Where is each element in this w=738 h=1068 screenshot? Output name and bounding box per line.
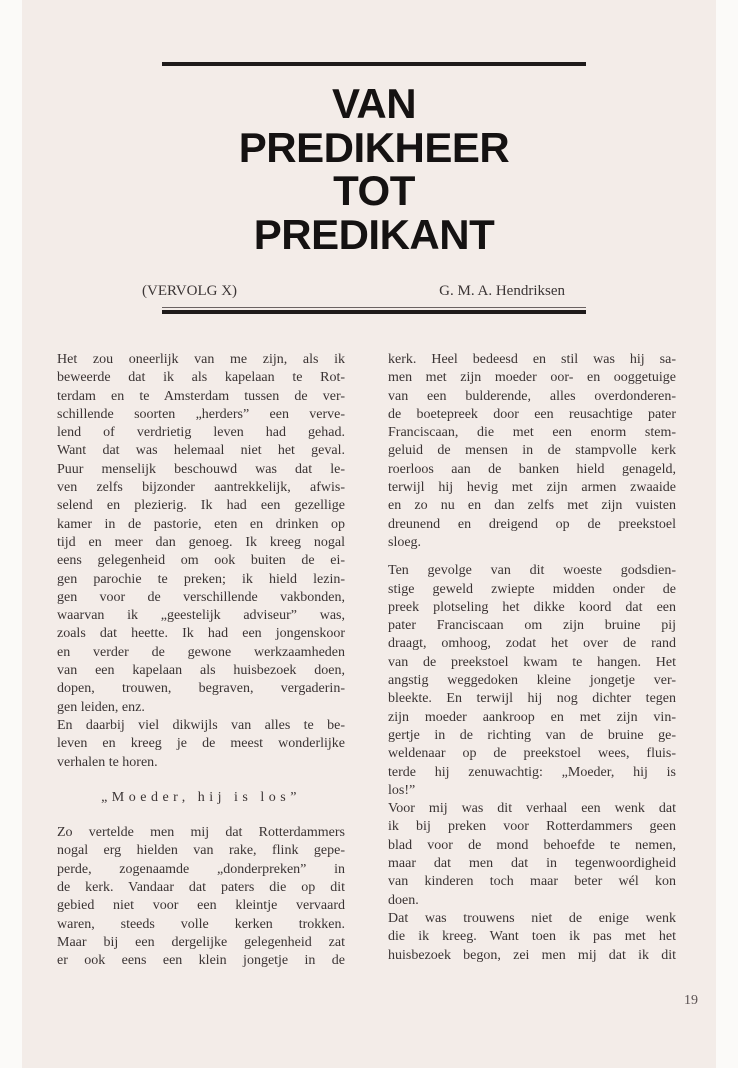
text-line: Voor mij was dit verhaal een wenk dat bbox=[388, 801, 676, 817]
text-line: eens gelegenheid om ook buiten de ei- bbox=[57, 553, 345, 569]
text-line: preek plotseling het dikke koord dat een bbox=[388, 599, 676, 615]
title-line: TOT bbox=[333, 167, 415, 214]
text-line: schillende soorten „herders” een verve- bbox=[57, 406, 345, 422]
text-line: Maar bij een dergelijke gelegenheid zat bbox=[57, 934, 345, 950]
text-line: dreunend en dreigend op de preekstoel bbox=[388, 516, 676, 532]
text-line: angstig weggedoken kleine jongetje ver- bbox=[388, 673, 676, 689]
paragraph bbox=[388, 800, 676, 910]
text-line: van een bulderende, alles overdonderen- bbox=[388, 388, 676, 404]
text-line: weldenaar op de preekstoel wees, fluis- bbox=[388, 746, 676, 762]
article-title bbox=[162, 82, 586, 256]
text-line: van een kapelaan als huisbezoek doen, bbox=[57, 663, 345, 679]
text-line: roerloos aan de banken hield genageld, bbox=[388, 461, 676, 477]
text-line: terde hij zenuwachtig: „Moeder, hij is bbox=[388, 764, 676, 780]
text-line: de boetepreek door een reusachtige pater bbox=[388, 406, 676, 422]
text-line: beweerde dat ik als kapelaan te Rot- bbox=[57, 370, 345, 386]
text-line: perde, zogenaamde „donderpreken” in bbox=[57, 861, 345, 877]
title-line: PREDIKHEER bbox=[238, 123, 510, 171]
paragraph bbox=[388, 562, 676, 800]
text-line: maar dat men dat in tegenwoordigheid bbox=[388, 856, 676, 872]
top-rule bbox=[162, 62, 586, 66]
text-line: selend en plezierig. Ik had een gezellige bbox=[57, 498, 345, 514]
text-line: Ten gevolge van dit woeste godsdien- bbox=[388, 563, 676, 579]
text-line: Puur menselijk beschouwd was dat le- bbox=[57, 461, 345, 477]
text-line: doen. bbox=[388, 892, 419, 908]
text-line: ven zelfs bijzonder aantrekkelijk, afwis- bbox=[57, 480, 345, 496]
text-line: pater Franciscaan om zijn bruine pij bbox=[388, 618, 676, 634]
text-line: kerk. Heel bedeesd en stil was hij sa- bbox=[388, 352, 676, 367]
text-line: huisbezoek begon, zei men mij dat ik dit bbox=[388, 947, 676, 963]
text-line: los!” bbox=[388, 782, 416, 798]
text-line: lend of verdrietig leven had gehad. bbox=[57, 425, 345, 441]
text-line: die ik kreeg. Want toen ik pas met het bbox=[388, 929, 676, 945]
paragraph bbox=[57, 351, 345, 717]
text-line: dopen, trouwen, begraven, vergaderin- bbox=[57, 681, 345, 697]
text-line: draagt, omhoog, zodat het over de rand bbox=[388, 636, 676, 652]
text-line: terwijl hij hevig met zijn armen zwaaide bbox=[388, 480, 676, 496]
text-line: zoals dat heette. Ik had een jongenskoor bbox=[57, 626, 345, 642]
text-line: bleekte. En terwijl hij nog dichter tegen bbox=[388, 691, 676, 707]
right-column bbox=[388, 351, 676, 965]
divider-thin bbox=[162, 307, 586, 308]
series-label: (VERVOLG X) bbox=[142, 283, 238, 299]
bottom-rule bbox=[162, 310, 586, 314]
text-line: er ook eens een klein jongetje in de bbox=[57, 953, 345, 969]
paragraph bbox=[57, 717, 345, 772]
text-line: Het zou oneerlijk van me zijn, als ik bbox=[57, 352, 345, 367]
text-line: Dat was trouwens niet de enige wenk bbox=[388, 910, 676, 926]
text-line: van kinderen toch maar beter wél kon bbox=[388, 874, 676, 890]
text-line: de kerk. Vandaar dat paters die op dit bbox=[57, 880, 345, 896]
text-line: nogal erg hielden van rake, flink gepe- bbox=[57, 843, 345, 859]
text-line: ik bij preken voor Rotterdammers geen bbox=[388, 819, 676, 835]
text-line: zijn moeder aankroop en met zijn vin- bbox=[388, 709, 676, 725]
text-line: geluid de mensen in de stampvolle kerk bbox=[388, 443, 676, 459]
text-line: en zo nu en dan zelfs met zijn vuisten bbox=[388, 498, 676, 514]
text-line: tijd en meer dan genoeg. Ik kreeg nogal bbox=[57, 534, 345, 550]
text-line: stige geweld zwiepte midden onder de bbox=[388, 581, 676, 597]
text-line: men met zijn moeder oor- en ooggetuige bbox=[388, 370, 676, 386]
left-column bbox=[57, 351, 345, 971]
text-line: Zo vertelde men mij dat Rotterdammers bbox=[57, 825, 345, 841]
text-line: sloeg. bbox=[388, 534, 422, 550]
text-line: waren, steeds volle kerken trokken. bbox=[57, 916, 345, 932]
section-heading: „Moeder, hij is los” bbox=[101, 789, 301, 805]
text-line: En daarbij viel dikwijls van alles te be- bbox=[57, 717, 345, 733]
page-number: 19 bbox=[684, 993, 698, 1008]
magazine-page bbox=[22, 0, 716, 1068]
text-line: gertje in de richting van de bruine ge- bbox=[388, 727, 676, 743]
paragraph bbox=[388, 351, 676, 552]
title-line: VAN bbox=[331, 80, 417, 127]
text-line: van de preekstoel kwam te hangen. Het bbox=[388, 654, 676, 670]
text-line: gen voor de verschillende vakbonden, bbox=[57, 589, 345, 605]
text-line: gebied niet voor een kleintje vervaard bbox=[57, 898, 345, 914]
text-line: gen leiden, enz. bbox=[57, 699, 145, 715]
text-line: en verder de gewone werkzaamheden bbox=[57, 644, 345, 660]
text-line: waarvan ik „geestelijk adviseur” was, bbox=[57, 608, 345, 624]
paragraph bbox=[57, 824, 345, 970]
text-line: kamer in de pastorie, eten en drinken op bbox=[57, 516, 345, 532]
title-line: PREDIKANT bbox=[253, 210, 495, 258]
text-line: Want dat was helemaal niet het geval. bbox=[57, 443, 345, 459]
text-line: Franciscaan, die met een enorm stem- bbox=[388, 425, 676, 441]
author-name: G. M. A. Hendriksen bbox=[439, 283, 565, 299]
text-line: gen parochie te preken; ik hield lezin- bbox=[57, 571, 345, 587]
text-line: verhalen te horen. bbox=[57, 754, 158, 770]
text-line: leven en kreeg je de meest wonderlijke bbox=[57, 736, 345, 752]
paragraph bbox=[388, 910, 676, 965]
text-line: terdam en te Amsterdam tussen de ver- bbox=[57, 388, 345, 404]
text-line: blad voor de mond behoefde te nemen, bbox=[388, 837, 676, 853]
